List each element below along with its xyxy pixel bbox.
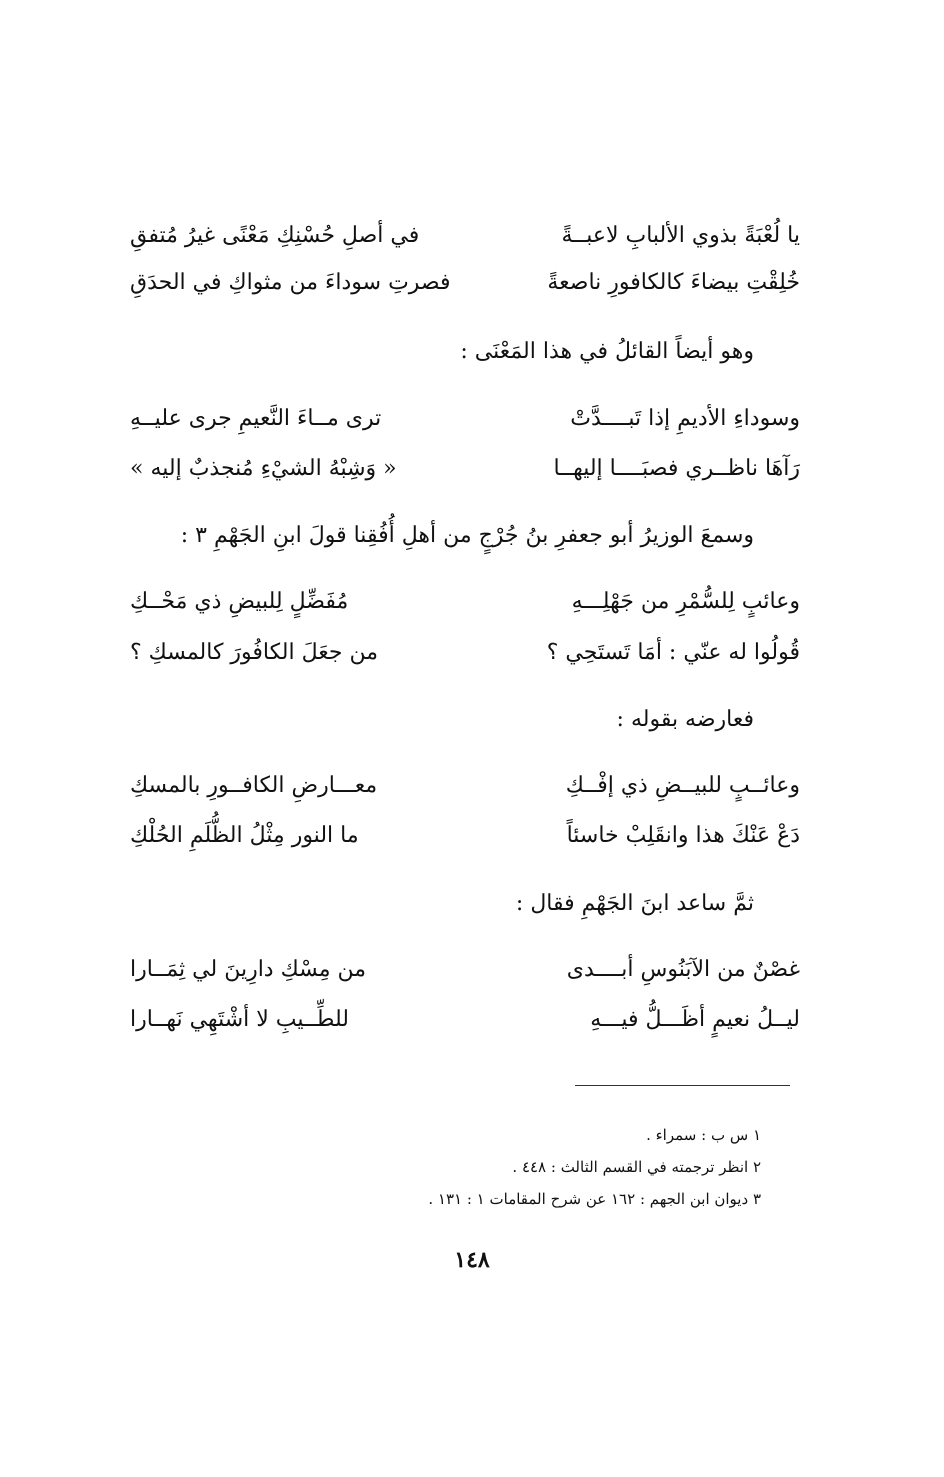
verse-first-hemistich: غصْنٌ من الآبَنُوسِ أبــــدى — [566, 957, 800, 982]
verse-second-hemistich: من مِسْكِ دارِينَ لي ثِمَــارا — [130, 957, 367, 982]
footnote: ٣ ديوان ابن الجهم : ١٦٢ عن شرح المقامات ١ : ١٣١ . — [428, 1190, 761, 1208]
prose-line: ثمَّ ساعد ابنَ الجَهْمِ فقال : — [515, 891, 754, 916]
verse-line — [130, 399, 800, 439]
verse-second-hemistich: معـــارضِ الكافــورِ بالمسكِ — [130, 773, 378, 798]
verse-line — [130, 216, 800, 256]
verse-second-hemistich: في أصلِ حُسْنِكِ مَعْنًى غيرُ مُتفقِ — [130, 223, 420, 248]
prose-line: وسمعَ الوزيرُ أبو جعفرِ بنُ جُرْجٍ من أهلِ أُفُقِنا قولَ ابنِ الجَهْمِ ٣ : — [180, 523, 754, 548]
verse-first-hemistich: وسوداءِ الأديمِ إذا تَبــــدَّتْ — [570, 406, 800, 431]
page-number: ١٤٨ — [454, 1247, 490, 1273]
verse-first-hemistich: وعائــبٍ للبيــضِ ذي إفْــكِ — [565, 773, 800, 798]
verse-second-hemistich: ما النور مِثْلُ الظُّلَمِ الحُلْكِ — [130, 823, 359, 848]
prose-line: وهو أيضاً القائلُ في هذا المَعْنَى : — [460, 339, 754, 364]
verse-first-hemistich: خُلِقْتِ بيضاءَ كالكافورِ ناصعةً — [547, 270, 800, 295]
verse-line — [130, 449, 800, 489]
verse-second-hemistich: مُفَضِّلٍ لِلبيضِ ذي مَحْــكِ — [130, 589, 349, 614]
verse-second-hemistich: فصرتِ سوداءَ من مثواكِ في الحدَقِ — [130, 270, 451, 295]
verse-second-hemistich: من جعَلَ الكافُورَ كالمسكِ ؟ — [130, 640, 378, 665]
verse-second-hemistich: « وَشِبْهُ الشيْءِ مُنجذبٌ إليه » — [130, 456, 397, 481]
verse-first-hemistich: وعائبٍ لِلسُّمْرِ من جَهْلِـــهِ — [571, 589, 800, 614]
verse-second-hemistich: للطِّــيبِ لا أشْتَهِي نَهــارا — [130, 1007, 349, 1032]
verse-line — [130, 766, 800, 806]
footnote: ٢ انظر ترجمته في القسم الثالث : ٤٤٨ . — [512, 1158, 761, 1176]
verse-first-hemistich: يا لُعْبَةً بذوي الألبابِ لاعبــةً — [561, 223, 800, 248]
verse-first-hemistich: قُولُوا له عنّي : أمَا تَستَحِي ؟ — [546, 640, 800, 665]
verse-line — [130, 950, 800, 990]
verse-first-hemistich: دَعْ عَنْكَ هذا وانقَلِبْ خاسئاً — [566, 823, 800, 848]
verse-line — [130, 582, 800, 622]
verse-line — [130, 1000, 800, 1040]
verse-line — [130, 816, 800, 856]
verse-first-hemistich: رَآهَا ناظــري فصبَــــا إليهــا — [553, 456, 800, 481]
footnote: ١ س ب : سمراء . — [646, 1126, 761, 1144]
verse-line — [130, 263, 800, 303]
footnote-separator — [575, 1085, 790, 1086]
prose-line: فعارضه بقوله : — [616, 707, 754, 732]
verse-line — [130, 633, 800, 673]
verse-second-hemistich: ترى مــاءَ النَّعيمِ جرى عليــهِ — [130, 406, 382, 431]
verse-first-hemistich: ليــلُ نعيمٍ أظَـــلُّ فيـــهِ — [590, 1007, 800, 1032]
